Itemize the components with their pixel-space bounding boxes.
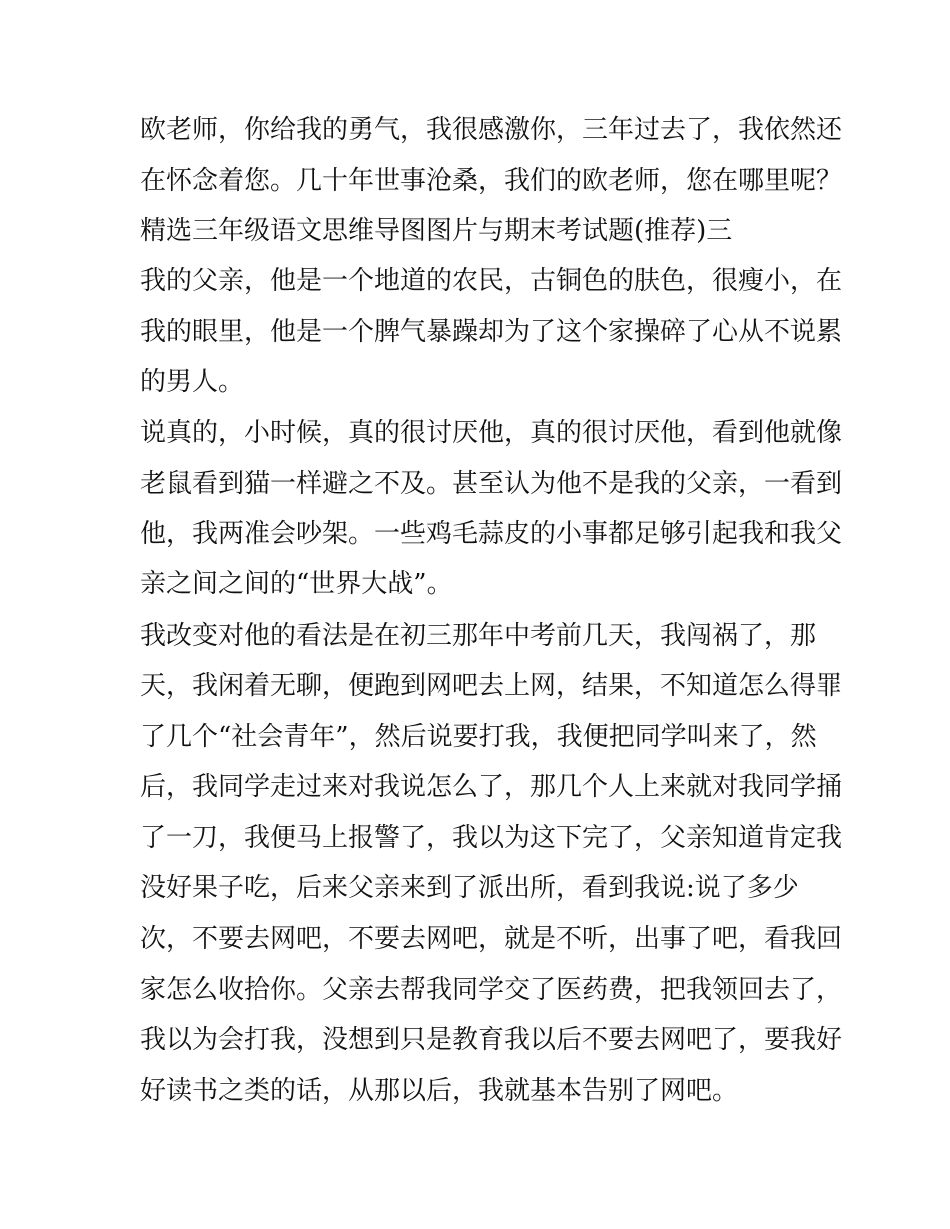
text-line-7: 说真的，小时候，真的很讨厌他，真的很讨厌他，看到他就像: [140, 418, 843, 448]
text-line-10: 亲之间之间的“世界大战”。: [140, 569, 453, 599]
text-line-13: 了几个“社会青年”，然后说要打我，我便把同学叫来了，然: [140, 722, 817, 752]
text-line-15: 了一刀，我便马上报警了，我以为这下完了，父亲知道肯定我: [140, 823, 843, 853]
text-line-11: 我改变对他的看法是在初三那年中考前几天，我闯祸了，那: [140, 621, 817, 651]
text-line-8: 老鼠看到猫一样避之不及。甚至认为他不是我的父亲，一看到: [140, 469, 843, 499]
text-line-9: 他，我两准会吵架。一些鸡毛蒜皮的小事都足够引起我和我父: [140, 519, 843, 549]
text-line-17: 次，不要去网吧，不要去网吧，就是不听，出事了吧，看我回: [140, 924, 843, 954]
text-line-2: 在怀念着您。几十年世事沧桑，我们的欧老师，您在哪里呢？: [140, 166, 843, 196]
text-line-5: 我的眼里，他是一个脾气暴躁却为了这个家操碎了心从不说累: [140, 317, 843, 347]
text-line-4: 我的父亲，他是一个地道的农民，古铜色的肤色，很瘦小，在: [140, 266, 843, 296]
text-line-18: 家怎么收拾你。父亲去帮我同学交了医药费，把我领回去了，: [140, 975, 843, 1005]
section-heading: 精选三年级语文思维导图图片与期末考试题(推荐)三: [140, 216, 733, 246]
text-line-1: 欧老师，你给我的勇气，我很感激你，三年过去了，我依然还: [140, 115, 843, 145]
text-line-16: 没好果子吃，后来父亲来到了派出所，看到我说:说了多少: [140, 873, 799, 903]
text-line-12: 天，我闲着无聊，便跑到网吧去上网，结果，不知道怎么得罪: [140, 671, 843, 701]
text-line-14: 后，我同学走过来对我说怎么了，那几个人上来就对我同学捅: [140, 772, 843, 802]
text-line-19: 我以为会打我，没想到只是教育我以后不要去网吧了，要我好: [140, 1025, 843, 1055]
text-line-20: 好读书之类的话，从那以后，我就基本告别了网吧。: [140, 1076, 739, 1106]
text-line-6: 的男人。: [140, 367, 245, 397]
